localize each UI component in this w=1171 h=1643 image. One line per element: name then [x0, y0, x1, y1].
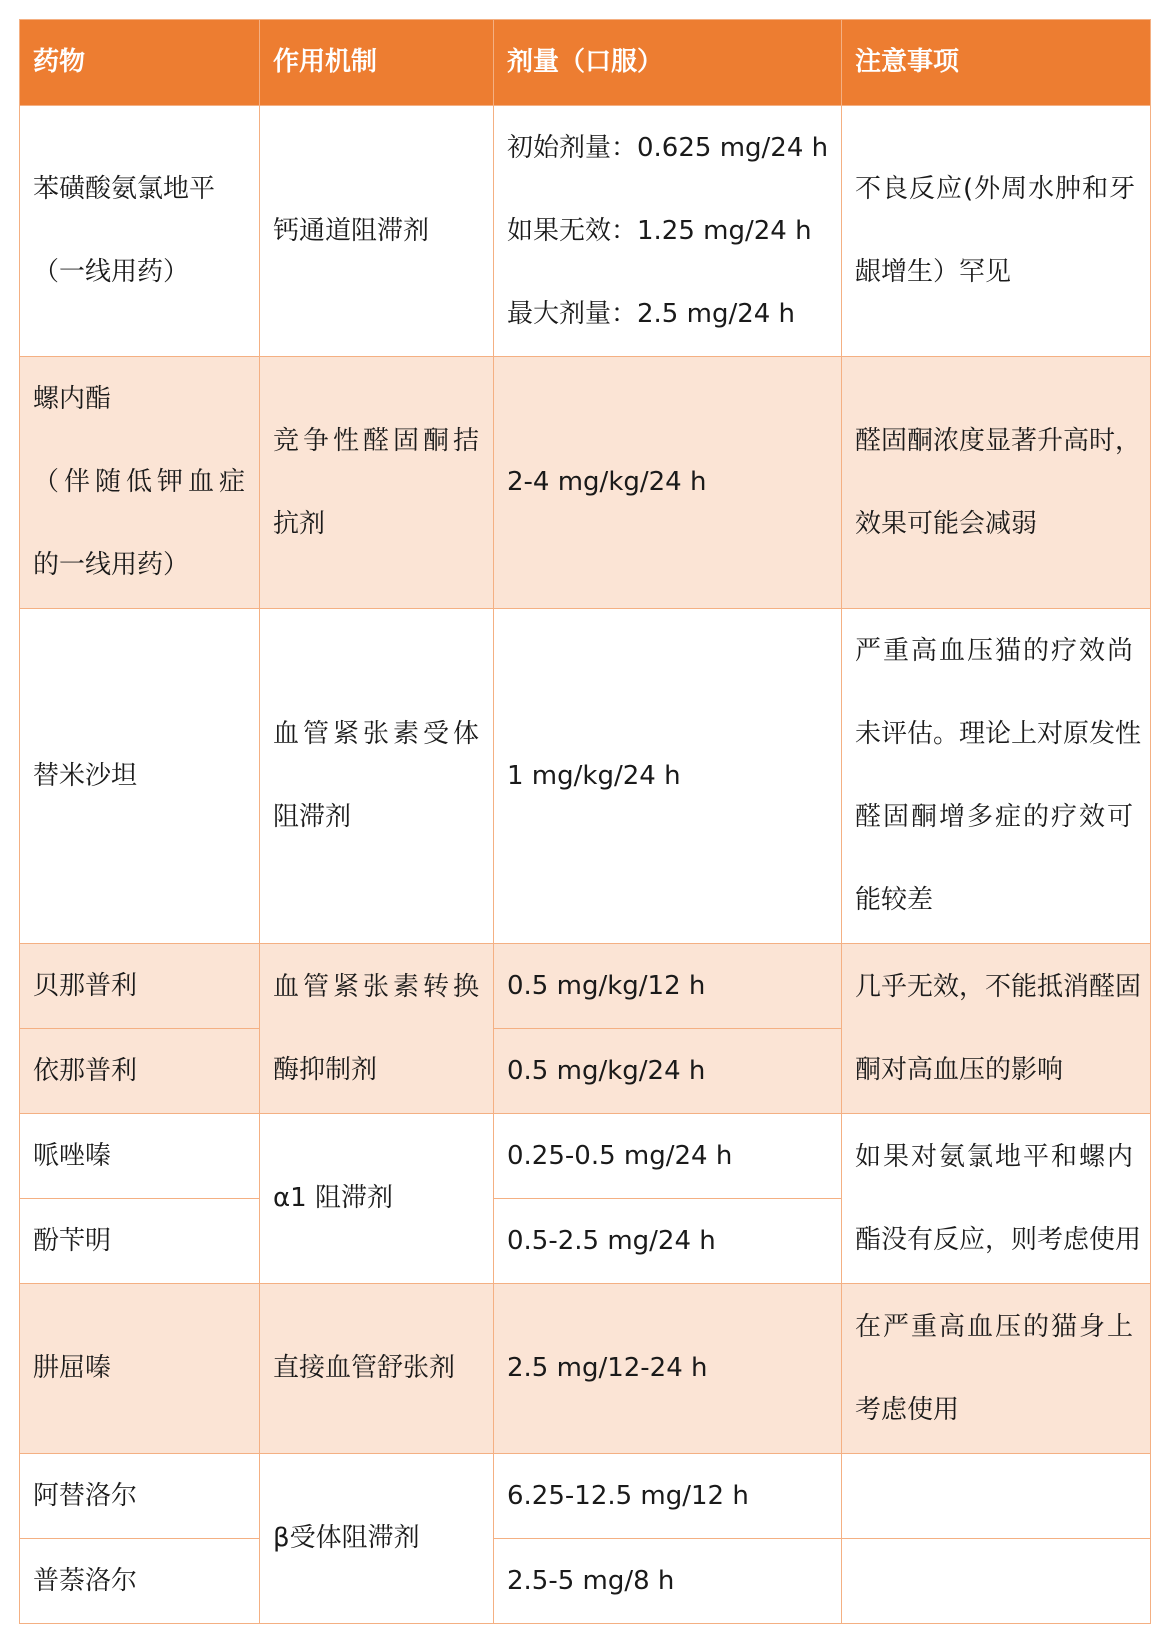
mechanism-line: 钙通道阻滞剂 — [273, 215, 430, 246]
mechanism-line: 抗剂 — [273, 508, 326, 539]
table-row — [20, 1539, 1151, 1624]
dose-line: 如果无效：1.25 mg/24 h — [507, 215, 812, 246]
dose-line: 2.5 mg/12-24 h — [507, 1353, 708, 1383]
table-row — [20, 106, 1151, 357]
notes-line: 酯没有反应，则考虑使用 — [855, 1224, 1142, 1255]
mechanism-line: 竞争性醛固酮拮 — [273, 425, 484, 456]
column-header-drug: 药物 — [20, 20, 260, 106]
mechanism-line: 阻滞剂 — [273, 802, 352, 832]
table-row — [20, 1114, 1151, 1199]
drug-cell — [20, 1539, 260, 1624]
drug-cell — [20, 1284, 260, 1454]
notes-line: 醛固酮增多症的疗效可 — [855, 802, 1136, 832]
drug-name-line: 贝那普利 — [33, 970, 138, 1001]
notes-line: 考虑使用 — [855, 1394, 960, 1425]
table-row — [20, 1284, 1151, 1454]
drug-cell — [20, 106, 260, 357]
notes-line: 效果可能会减弱 — [855, 508, 1038, 539]
dose-line: 6.25-12.5 mg/12 h — [507, 1480, 749, 1511]
drug-name-line: 酚苄明 — [33, 1225, 112, 1256]
dose-cell — [494, 1539, 842, 1624]
dose-cell — [494, 1284, 842, 1454]
table-row — [20, 609, 1151, 944]
mechanism-cell — [260, 106, 494, 357]
notes-cell — [842, 1539, 1151, 1624]
notes-line: 严重高血压猫的疗效尚 — [855, 636, 1136, 666]
mechanism-cell — [260, 357, 494, 609]
dose-cell — [494, 944, 842, 1029]
notes-cell — [842, 944, 1151, 1114]
dose-cell — [494, 357, 842, 609]
mechanism-cell — [260, 1284, 494, 1454]
notes-cell — [842, 106, 1151, 357]
mechanism-cell — [260, 1454, 494, 1624]
drug-name-line: 替米沙坦 — [33, 760, 138, 791]
drug-cell — [20, 1114, 260, 1199]
notes-line: 在严重高血压的猫身上 — [855, 1311, 1136, 1342]
table-body — [20, 106, 1151, 1624]
drug-name-line: 肼屈嗪 — [33, 1353, 112, 1383]
dose-line: 0.5 mg/kg/24 h — [507, 1055, 706, 1086]
dose-cell — [494, 106, 842, 357]
table-row — [20, 1454, 1151, 1539]
drug-name-line: （一线用药） — [33, 257, 190, 287]
dose-cell — [494, 1199, 842, 1284]
notes-line: 醛固酮浓度显著升高时， — [855, 425, 1142, 456]
drug-cell — [20, 1454, 260, 1539]
table-row — [20, 357, 1151, 609]
mechanism-line: 酶抑制剂 — [273, 1054, 378, 1085]
mechanism-line: α1 阻滞剂 — [273, 1183, 393, 1213]
drug-cell — [20, 1029, 260, 1114]
drug-name-line: 苯磺酸氨氯地平 — [33, 174, 216, 204]
notes-cell — [842, 357, 1151, 609]
mechanism-cell — [260, 609, 494, 944]
notes-line: 未评估。理论上对原发性 — [855, 719, 1142, 749]
drug-cell — [20, 1199, 260, 1284]
drug-name-line: 依那普利 — [33, 1055, 138, 1086]
column-header-dose: 剂量（口服） — [494, 20, 842, 106]
mechanism-line: 血管紧张素受体 — [273, 719, 484, 749]
mechanism-cell — [260, 1114, 494, 1284]
notes-line: 几乎无效，不能抵消醛固 — [855, 971, 1142, 1002]
notes-line: 能较差 — [855, 885, 934, 915]
drug-name-line: 的一线用药） — [33, 550, 190, 580]
drug-name-line: 阿替洛尔 — [33, 1480, 138, 1511]
dose-line: 0.25-0.5 mg/24 h — [507, 1140, 733, 1171]
dose-line: 2.5-5 mg/8 h — [507, 1565, 675, 1596]
drug-cell — [20, 357, 260, 609]
notes-line: 酮对高血压的影响 — [855, 1054, 1064, 1085]
notes-cell — [842, 1454, 1151, 1539]
notes-cell — [842, 1114, 1151, 1284]
dose-cell — [494, 1454, 842, 1539]
drug-name-line: 螺内酯 — [33, 384, 112, 414]
dose-line: 2-4 mg/kg/24 h — [507, 467, 707, 497]
mechanism-line: 血管紧张素转换 — [273, 971, 484, 1002]
notes-cell — [842, 1284, 1151, 1454]
notes-cell — [842, 609, 1151, 944]
dose-line: 最大剂量：2.5 mg/24 h — [507, 298, 796, 329]
dose-line: 初始剂量：0.625 mg/24 h — [507, 132, 829, 163]
notes-line: 龈增生）罕见 — [855, 257, 1012, 287]
dose-line: 0.5-2.5 mg/24 h — [507, 1225, 716, 1256]
column-header-mechanism: 作用机制 — [260, 20, 494, 106]
drug-cell — [20, 609, 260, 944]
dose-cell — [494, 1029, 842, 1114]
mechanism-line: β受体阻滞剂 — [273, 1523, 420, 1553]
column-header-notes: 注意事项 — [842, 20, 1151, 106]
table-row — [20, 944, 1151, 1029]
dose-cell — [494, 1114, 842, 1199]
drug-name-line: 哌唑嗪 — [33, 1140, 112, 1171]
drug-name-line: 普萘洛尔 — [33, 1565, 138, 1596]
drug-name-line: （伴随低钾血症 — [33, 467, 251, 497]
dose-line: 0.5 mg/kg/12 h — [507, 970, 706, 1001]
dose-cell — [494, 609, 842, 944]
table-header-row — [20, 20, 1151, 106]
notes-line: 如果对氨氯地平和螺内 — [855, 1141, 1136, 1172]
dose-line: 1 mg/kg/24 h — [507, 760, 681, 791]
mechanism-line: 直接血管舒张剂 — [273, 1353, 456, 1383]
notes-line: 不良反应(外周水肿和牙 — [855, 174, 1137, 204]
mechanism-cell — [260, 944, 494, 1114]
drug-cell — [20, 944, 260, 1029]
drug-table — [19, 19, 1151, 1624]
